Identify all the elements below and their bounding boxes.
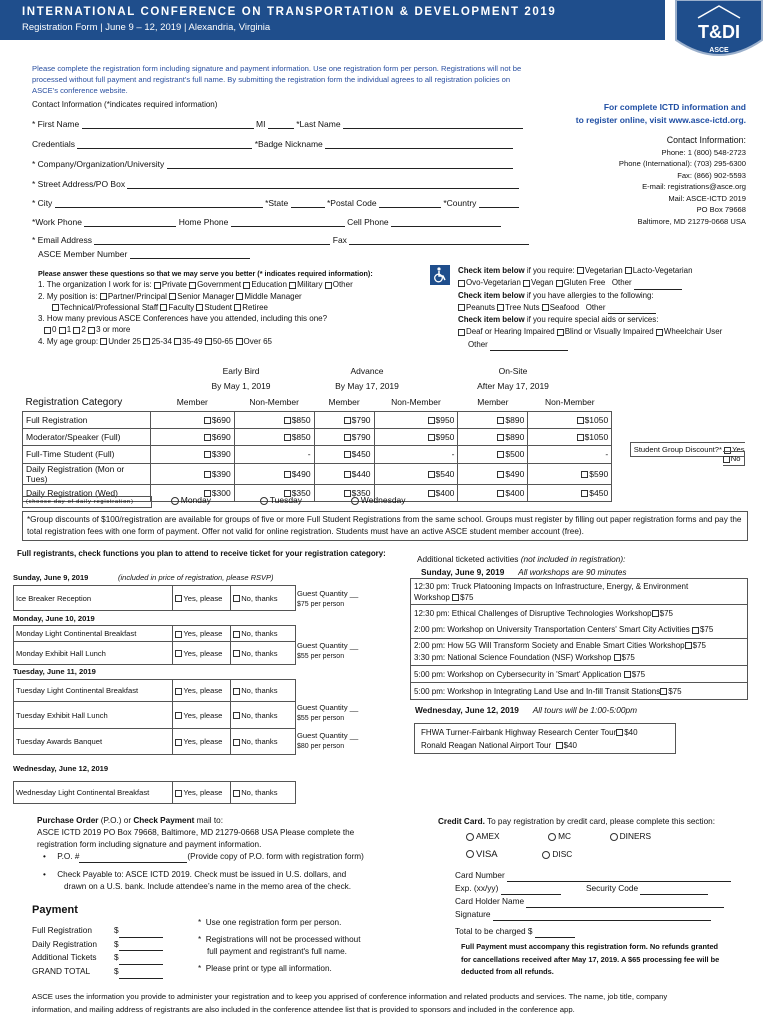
discount-yes-checkbox[interactable] <box>724 447 731 454</box>
q1-military-checkbox[interactable] <box>289 282 296 289</box>
country-label: *Country <box>443 198 477 208</box>
speaker-adv-nonmember-checkbox[interactable] <box>428 434 435 441</box>
last-name-label: *Last Name <box>296 119 341 129</box>
q2-row2: Technical/Professional Staff Faculty Student Retiree <box>38 302 373 313</box>
contact-mail2: PO Box 79668 <box>696 205 746 214</box>
contact-email: E-mail: registrations@asce.org <box>642 182 746 191</box>
refund-note-2: for cancellations received after May 17, 2019. A $65 processing fee will be <box>461 954 720 964</box>
cyber-workshop-checkbox[interactable] <box>624 671 631 678</box>
refund-note-1: Full Payment must accompany this registration form. No refunds granted <box>461 942 719 951</box>
treenuts-checkbox[interactable] <box>497 304 504 311</box>
q4-35-49-checkbox[interactable] <box>174 338 181 345</box>
group-discount-footnote: *Group discounts of $100/registration are available for groups of five or more Full Student Registrations from the same school. Groups must register by filling out paper registration forms and pay the total registration fees with one form of payment. Offer not valid for online registration. Students must have an active ASCE student member account (free). <box>22 511 748 541</box>
mon-lunch-no-checkbox[interactable] <box>233 650 240 657</box>
cell-phone-field[interactable] <box>391 218 501 227</box>
reg-row-speaker: Moderator/Speaker (Full) $690 $850 $790 $950 $890 $1050 <box>23 428 748 445</box>
events-sunday-note: (included in price of registration, please RSVP) <box>118 573 274 582</box>
email-field[interactable] <box>94 236 330 245</box>
q4-under25-checkbox[interactable] <box>100 338 107 345</box>
allergy-other-field[interactable] <box>608 305 656 314</box>
period-early-date: By May 1, 2019 <box>211 381 271 391</box>
home-phone-field[interactable] <box>231 218 345 227</box>
contact-fax: Fax: (866) 902-5593 <box>677 170 746 180</box>
credentials-field[interactable] <box>77 140 252 149</box>
events-sunday: Sunday, June 9, 2019 <box>13 573 89 582</box>
tue-banquet-no-checkbox[interactable] <box>233 739 240 746</box>
amex-radio[interactable] <box>466 833 474 841</box>
company-label: * Company/Organization/University <box>32 159 165 169</box>
vegetarian-checkbox[interactable] <box>577 267 584 274</box>
contact-mail3: Baltimore, MD 21279-0668 USA <box>637 216 746 226</box>
lacto-checkbox[interactable] <box>625 267 632 274</box>
tue-breakfast-label: Tuesday Light Continental Breakfast <box>14 680 173 702</box>
gluten-checkbox[interactable] <box>556 280 563 287</box>
speaker-adv-member-checkbox[interactable] <box>344 434 351 441</box>
q4-over65-checkbox[interactable] <box>236 338 243 345</box>
privacy-line2: information, and mailing address of registrants are also included in the conference attendee list that is provided to sponsors and included in the conference app. <box>32 1004 575 1014</box>
period-advance-name: Advance <box>350 366 384 376</box>
contact-phone-intl: Phone (International): (703) 295-6300 <box>618 159 746 168</box>
tue-lunch-price: $55 per person <box>297 715 345 722</box>
payment-note-4: Please print or type all information. <box>205 963 332 973</box>
card-number-field[interactable] <box>507 873 731 882</box>
info-line1: For complete ICTD information and <box>603 102 746 112</box>
period-advance-date: By May 17, 2019 <box>335 381 399 391</box>
diners-radio[interactable] <box>610 833 618 841</box>
reg-row-daily-montue: Daily Registration (Mon or Tues) $390 $490 $440 $540 $490 $590 <box>23 463 748 484</box>
ice-price: $75 per person <box>297 601 345 608</box>
tue-banquet-label: Tuesday Awards Banquet <box>14 729 173 755</box>
q3-0-checkbox[interactable] <box>44 327 51 334</box>
state-label: *State <box>265 198 289 208</box>
student-group-discount: Student Group Discount?* Yes No <box>630 442 745 466</box>
daily-early-nonmember-checkbox[interactable] <box>284 471 291 478</box>
full-reg-amount[interactable] <box>119 929 163 938</box>
header-member-early: Member <box>176 397 208 408</box>
tue-breakfast-yes-checkbox[interactable] <box>175 688 182 695</box>
visa-radio[interactable] <box>466 850 474 858</box>
tue-lunch-no-checkbox[interactable] <box>233 712 240 719</box>
fax-label: Fax <box>332 235 347 245</box>
privacy-line1: ASCE uses the information you provide to administer your registration and to keep you apprised of conference information and related products and services. The name, job title, company <box>32 992 668 1001</box>
street-label: * Street Address/PO Box <box>32 179 126 189</box>
blind-checkbox[interactable] <box>557 329 564 336</box>
email-label: * Email Address <box>32 235 92 245</box>
q3-label: 3. How many previous ASCE Conferences have you attended, including this one? <box>38 314 328 324</box>
fax-field[interactable] <box>349 236 529 245</box>
wed-onsite-nonmember-checkbox[interactable] <box>581 490 588 497</box>
activities-wednesday: Wednesday, June 12, 2019 <box>415 705 519 715</box>
tue-banquet-yes-checkbox[interactable] <box>175 739 182 746</box>
choose-day-label: (choose day of daily registration) <box>22 496 152 508</box>
wheelchair-icon <box>430 265 450 285</box>
header-nonmember-onsite: Non-Member <box>544 397 595 408</box>
logo-sub: ASCE <box>709 47 729 54</box>
reg-row-daily-wed: Daily Registration (Wed) $300 $350 $350 $400 $400 $450 <box>23 484 748 501</box>
diet-other-label: Other <box>611 278 632 288</box>
asce-member-label: ASCE Member Number <box>38 249 128 259</box>
q1-private-checkbox[interactable] <box>154 282 161 289</box>
day-choice-row: (choose day of daily registration) Monday Tuesday Wednesday <box>22 495 406 508</box>
period-onsite-name: On-Site <box>498 366 528 376</box>
activities-wednesday-note: All tours will be 1:00-5:00pm <box>532 705 637 715</box>
q3-row: 0 1 2 3 or more <box>38 324 373 335</box>
sunday-table: Ice Breaker Reception Yes, please No, thanks <box>13 585 296 611</box>
full-adv-member-checkbox[interactable] <box>344 417 351 424</box>
header-nonmember-advance: Non-Member <box>391 397 441 408</box>
conference-title: INTERNATIONAL CONFERENCE ON TRANSPORTATION & DEVELOPMENT 2019 <box>22 6 557 18</box>
q3-2-checkbox[interactable] <box>73 327 80 334</box>
tue-banquet-guest-quantity[interactable]: Guest Quantity __ <box>297 731 359 740</box>
q2-student-checkbox[interactable] <box>196 304 203 311</box>
city-label: * City <box>32 198 53 208</box>
nsf-workshop-checkbox[interactable] <box>614 654 621 661</box>
events-monday: Monday, June 10, 2019 <box>13 614 95 623</box>
full-onsite-nonmember-checkbox[interactable] <box>577 417 584 424</box>
tickets-amount[interactable] <box>119 956 163 965</box>
contact-mail1: Mail: ASCE-ICTD 2019 <box>668 193 746 203</box>
q2-middle-checkbox[interactable] <box>236 293 243 300</box>
q1-other-checkbox[interactable] <box>325 282 332 289</box>
street-field[interactable] <box>127 180 519 189</box>
contact-phone: Phone: 1 (800) 548-2723 <box>661 147 746 157</box>
landuse-workshop-checkbox[interactable] <box>660 688 667 695</box>
badge-label: *Badge Nickname <box>254 139 323 149</box>
cell-phone-label: Cell Phone <box>347 217 389 227</box>
q1-education-checkbox[interactable] <box>243 282 250 289</box>
mi-field[interactable] <box>268 120 294 129</box>
q4-row: 4. My age group: Under 25 25-34 35-49 50-65 Over 65 <box>38 336 273 346</box>
monday-radio[interactable] <box>171 497 179 505</box>
daily-early-member-checkbox[interactable] <box>204 471 211 478</box>
mon-lunch-yes-checkbox[interactable] <box>175 650 182 657</box>
mon-lunch-guest-quantity[interactable]: Guest Quantity __ <box>297 641 359 650</box>
deaf-checkbox[interactable] <box>458 329 465 336</box>
header-member-advance: Member <box>328 397 360 408</box>
mon-breakfast-label: Monday Light Continental Breakfast <box>14 626 173 642</box>
special-other-field[interactable] <box>490 342 568 351</box>
ice-guest-quantity[interactable]: Guest Quantity __ <box>297 589 359 598</box>
header-nonmember-early: Non-Member <box>249 397 299 408</box>
intro-text: Please complete the registration form including signature and payment information. Use one registration form per person. Registrations will not be processed without full payment and registrant’s full name. By submitting the registration form the individual agrees to all registration policies on ASCE’s conference website. <box>32 64 522 95</box>
country-field[interactable] <box>479 199 519 208</box>
wednesday-radio[interactable] <box>351 497 359 505</box>
discount-no-checkbox[interactable] <box>723 456 730 463</box>
truck-workshop-checkbox[interactable] <box>452 594 459 601</box>
full-adv-nonmember-checkbox[interactable] <box>428 417 435 424</box>
speaker-onsite-member-checkbox[interactable] <box>497 434 504 441</box>
tue-banquet-price: $80 per person <box>297 743 345 750</box>
q2-row: 2. My position is: Partner/Principal Senior Manager Middle Manager <box>38 291 302 301</box>
contact-heading: Contact Information (*indicates required information) <box>32 100 218 109</box>
q2-technical-checkbox[interactable] <box>52 304 59 311</box>
wed-adv-nonmember-checkbox[interactable] <box>428 490 435 497</box>
utc-workshop-checkbox[interactable] <box>692 627 699 634</box>
contact-info-title: Contact Information: <box>666 135 746 145</box>
mc-radio[interactable] <box>548 833 556 841</box>
work-phone-field[interactable] <box>84 218 176 227</box>
daily-onsite-member-checkbox[interactable] <box>497 471 504 478</box>
work-phone-label: Work Phone <box>35 217 82 227</box>
student-onsite-member-checkbox[interactable] <box>497 451 504 458</box>
header-member-onsite: Member <box>477 397 509 408</box>
daily-onsite-nonmember-checkbox[interactable] <box>581 471 588 478</box>
tuesday-radio[interactable] <box>260 497 268 505</box>
signature-field[interactable] <box>493 912 711 921</box>
po-title: Purchase Order <box>37 816 99 825</box>
asce-member-field[interactable] <box>130 250 250 259</box>
reg-row-full: Full Registration $690 $850 $790 $950 $890 $1050 <box>23 411 748 428</box>
q2-partner-checkbox[interactable] <box>100 293 107 300</box>
header-banner <box>0 0 665 40</box>
payment-note-1: Use one registration form per person. <box>205 918 342 927</box>
q4-25-34-checkbox[interactable] <box>143 338 150 345</box>
wednesday-table: Wednesday Light Continental Breakfast Yes, please No, thanks <box>13 781 296 804</box>
q2-retiree-checkbox[interactable] <box>234 304 241 311</box>
reg-row-student: Full-Time Student (Full) $390 - $450 - $500 - Student Group Discount?* Yes No <box>23 445 748 463</box>
diet-other-field[interactable] <box>634 281 682 290</box>
po-line1: ASCE ICTD 2019 PO Box 79668, Baltimore, MD 21279-0668 USA Please complete the <box>37 828 355 837</box>
home-phone-label: Home Phone <box>178 217 229 227</box>
badge-field[interactable] <box>325 140 513 149</box>
info-line2[interactable]: to register online, visit www.asce-ictd.org. <box>575 115 746 125</box>
student-adv-member-checkbox[interactable] <box>344 451 351 458</box>
daily-reg-amount[interactable] <box>119 942 163 951</box>
ethics-workshop-checkbox[interactable] <box>652 610 659 617</box>
q3-1-checkbox[interactable] <box>59 327 66 334</box>
tue-lunch-guest-quantity[interactable]: Guest Quantity __ <box>297 703 359 712</box>
q3-3-checkbox[interactable] <box>88 327 95 334</box>
tue-lunch-label: Tuesday Exhibit Hall Lunch <box>14 702 173 729</box>
full-early-nonmember-checkbox[interactable] <box>284 417 291 424</box>
mi-label: MI <box>255 119 266 129</box>
credentials-label: Credentials <box>32 139 75 149</box>
po-line2: registration form including signature and payment information. <box>37 840 262 849</box>
q1-government-checkbox[interactable] <box>189 282 196 289</box>
first-name-field[interactable] <box>82 120 254 129</box>
q2-faculty-checkbox[interactable] <box>160 304 167 311</box>
vegan-checkbox[interactable] <box>523 280 530 287</box>
state-field[interactable] <box>291 199 325 208</box>
tuesday-table: Tuesday Light Continental Breakfast Yes, please No, thanks Tuesday Exhibit Hall Lunch Yes, please No, thanks Tuesday Awards Banquet Yes, please No, thanks <box>13 679 296 755</box>
activities-heading: Additional ticketed activities (not included in registration): <box>417 554 626 564</box>
first-name-label: * First Name <box>32 119 80 129</box>
activities-sunday-note: All workshops are 90 minutes <box>518 567 627 577</box>
payment-note-2: Registrations will not be processed without <box>205 934 361 944</box>
fhwa-tour-checkbox[interactable] <box>616 729 623 736</box>
total-charged-field[interactable] <box>535 929 575 938</box>
wheelchair-checkbox[interactable] <box>656 329 663 336</box>
student-early-member-checkbox[interactable] <box>204 451 211 458</box>
period-early-name: Early Bird <box>222 366 260 376</box>
tue-breakfast-no-checkbox[interactable] <box>233 688 240 695</box>
airport-tour-checkbox[interactable] <box>556 742 563 749</box>
q1-row: 1. The organization I work for is: Private Government Education Military Other <box>38 280 353 290</box>
wed-breakfast-no-checkbox[interactable] <box>233 790 240 797</box>
po-number-field[interactable] <box>79 854 187 863</box>
refund-note-3: deducted from all refunds. <box>461 967 554 976</box>
last-name-field[interactable] <box>343 120 523 129</box>
questions-intro: Please answer these questions so that we may serve you better (* indicates required information): <box>38 269 373 278</box>
wed-onsite-member-checkbox[interactable] <box>497 490 504 497</box>
card-title: Credit Card. <box>438 817 485 826</box>
q2-senior-checkbox[interactable] <box>169 293 176 300</box>
events-heading: Full registrants, check functions you plan to attend to receive ticket for your registration category: <box>17 549 386 558</box>
speaker-early-nonmember-checkbox[interactable] <box>284 434 291 441</box>
postal-field[interactable] <box>379 199 441 208</box>
wed-breakfast-label: Wednesday Light Continental Breakfast <box>14 782 173 804</box>
mon-breakfast-yes-checkbox[interactable] <box>175 631 182 638</box>
mon-breakfast-no-checkbox[interactable] <box>233 631 240 638</box>
monday-table: Monday Light Continental Breakfast Yes, please No, thanks Monday Exhibit Hall Lunch Yes, please No, thanks <box>13 625 296 665</box>
card-exp-field[interactable] <box>501 886 561 895</box>
logo-text: T&DI <box>698 22 740 42</box>
daily-adv-nonmember-checkbox[interactable] <box>428 471 435 478</box>
city-field[interactable] <box>55 199 263 208</box>
ice-breaker-label: Ice Breaker Reception <box>14 586 173 611</box>
card-holder-field[interactable] <box>526 899 724 908</box>
tdi-logo-icon <box>668 0 770 62</box>
events-wednesday: Wednesday, June 12, 2019 <box>13 764 109 773</box>
wednesday-tours-table: FHWA Turner-Fairbank Highway Research Center Tour $40 Ronald Reagan National Airport Tour $40 <box>414 723 676 754</box>
disc-radio[interactable] <box>542 851 550 859</box>
5g-workshop-checkbox[interactable] <box>685 642 692 649</box>
speaker-onsite-nonmember-checkbox[interactable] <box>577 434 584 441</box>
conference-subtitle: Registration Form | June 9 – 12, 2019 | Alexandria, Virginia <box>22 22 271 33</box>
ovo-checkbox[interactable] <box>458 280 465 287</box>
payment-title: Payment <box>32 904 78 916</box>
daily-adv-member-checkbox[interactable] <box>344 471 351 478</box>
postal-label: *Postal Code <box>326 198 377 208</box>
period-onsite-date: After May 17, 2019 <box>477 381 549 391</box>
full-early-member-checkbox[interactable] <box>204 417 211 424</box>
mon-lunch-price: $55 per person <box>297 653 345 660</box>
full-onsite-member-checkbox[interactable] <box>497 417 504 424</box>
wed-breakfast-yes-checkbox[interactable] <box>175 790 182 797</box>
registration-table <box>22 394 748 502</box>
security-code-field[interactable] <box>640 886 708 895</box>
q4-50-65-checkbox[interactable] <box>205 338 212 345</box>
ice-yes-checkbox[interactable] <box>175 595 182 602</box>
mon-lunch-label: Monday Exhibit Hall Lunch <box>14 642 173 665</box>
sunday-activities-table: 12:30 pm: Truck Platooning Impacts on Infrastructure, Energy, & Environment Workshop $75 12:30 pm: Ethical Challenges of Disruptive Technologies Workshop $75 2:00 pm: Workshop on University Transportation Centers' Smart City Activities $75 2:00 pm: How 5G Will Transform Society and Enable Smart Cities Workshop $75 3:30 pm: National Science Foundation (NSF) Workshop $75 5:00 pm: Workshop on Cybersecurity in 'Smart' Application $75 5:00 pm: Workshop in Integrating Land Use and In-fill Transit Stations $75 <box>410 578 748 700</box>
events-tuesday: Tuesday, June 11, 2019 <box>13 667 96 676</box>
peanuts-checkbox[interactable] <box>458 304 465 311</box>
tue-lunch-yes-checkbox[interactable] <box>175 712 182 719</box>
payment-note-3: full payment and registrant's full name. <box>207 947 347 956</box>
ice-no-checkbox[interactable] <box>233 595 240 602</box>
speaker-early-member-checkbox[interactable] <box>204 434 211 441</box>
diet-label: Check item below <box>458 266 525 275</box>
seafood-checkbox[interactable] <box>542 304 549 311</box>
grand-total-amount[interactable] <box>119 970 163 979</box>
category-header: Registration Category <box>25 396 123 408</box>
activities-sunday: Sunday, June 9, 2019 <box>421 567 505 577</box>
company-field[interactable] <box>167 160 513 169</box>
